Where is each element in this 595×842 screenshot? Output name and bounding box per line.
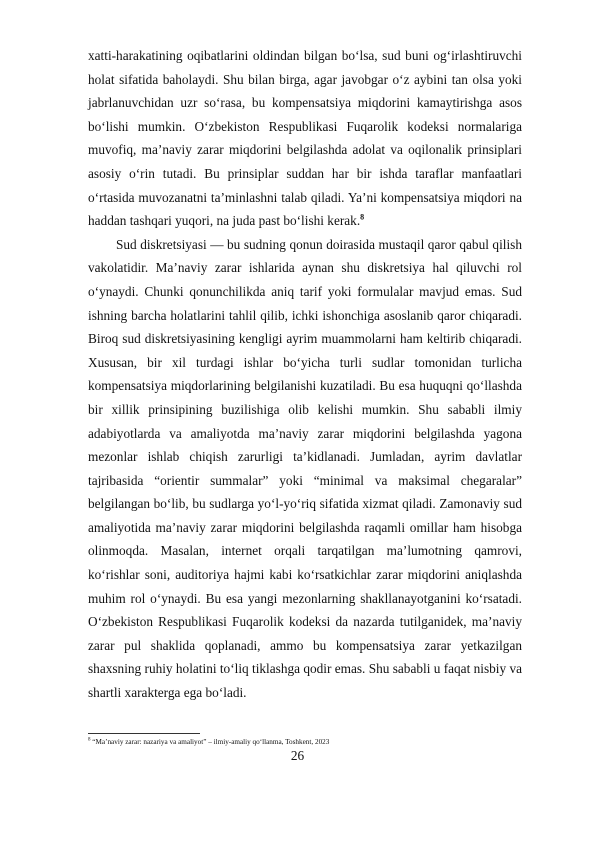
paragraph-2	[88, 233, 522, 705]
footnote-text: “Ma’naviy zarar: nazariya va amaliyot” – ilmiy-amaliy qo‘llanma, Toshkent, 2023	[92, 738, 330, 746]
footnote-reference[interactable]: 8	[360, 212, 365, 222]
footnote	[88, 737, 522, 747]
page-body	[88, 44, 522, 705]
footnote-mark: 8	[88, 737, 91, 743]
paragraph-2-text: Sud diskretsiyasi — bu sudning qonun doirasida mustaqil qaror qabul qilish vakolatidir. Ma’naviy zarar ishlarida aynan shu diskretsiya hal qiluvchi rol o‘ynaydi. Chunki qonunchilikda aniq tarif yoki formulalar mavjud emas. Sud ishning barcha holatlarini tahlil qilib, ichki ishonchiga asoslanib qaror chiqaradi. Biroq sud diskretsiyasining kengligi ayrim muammolarni ham keltirib chiqaradi. Xususan, bir xil turdagi ishlar bo‘yicha turli sudlar tomonidan turlicha kompensatsiya miqdorlarining belgilanishi kuzatiladi. Bu esa huquqni qo‘llashda bir xillik prinsipining buzilishiga olib kelishi mumkin. Shu sababli ilmiy adabiyotlarda va amaliyotda ma’naviy zarar miqdorini belgilashda yagona mezonlar ishlab chiqish zarurligi ta’kidlanadi. Jumladan, ayrim davlatlar tajribasida “orientir summalar” yoki “minimal va maksimal chegaralar” belgilangan bo‘lib, bu sudlarga yo‘l-yo‘riq sifatida xizmat qiladi. Zamonaviy sud amaliyotida ma’naviy zarar miqdorini belgilashda raqamli omillar ham hisobga olinmoqda. Masalan, internet orqali tarqatilgan ma’lumotning qamrovi, ko‘rishlar soni, auditoriya hajmi kabi ko‘rsatkichlar zarar miqdorini aniqlashda muhim rol o‘ynaydi. Bu esa yangi mezonlarning shakllanayotganini ko‘rsatadi. O‘zbekiston Respublikasi Fuqarolik kodeksi da nazarda tutilganidek, ma’naviy zarar pul shaklida qoplanadi, ammo bu kompensatsiya zarar yetkazilgan shaxsning ruhiy holatini to‘liq tiklashga qodir emas. Shu sababli u faqat nisbiy va shartli xarakterga ega bo‘ladi.	[88, 236, 522, 701]
page-number: 26	[290, 748, 305, 763]
paragraph-1-text: xatti-harakatining oqibatlarini oldindan bilgan bo‘lsa, sud buni og‘irlashtiruvchi holat sifatida baholaydi. Shu bilan birga, agar javobgar o‘z aybini tan olsa yoki jabrlanuvchidan uzr so‘rasa, bu kompensatsiya miqdorini kamaytirishga asos bo‘lishi mumkin. O‘zbekiston Respublikasi Fuqarolik kodeksi normalariga muvofiq, ma’naviy zarar miqdorini belgilashda adolat va oqilonalik prinsiplari asosiy o‘rin tutadi. Bu prinsiplar suddan har bir ishda taraflar manfaatlari o‘rtasida muvozanatni ta’minlashni talab qiladi. Ya’ni kompensatsiya miqdori na haddan tashqari yuqori, na juda past bo‘lishi kerak.	[88, 48, 522, 229]
paragraph-1	[88, 44, 522, 233]
footnote-separator	[88, 733, 200, 734]
